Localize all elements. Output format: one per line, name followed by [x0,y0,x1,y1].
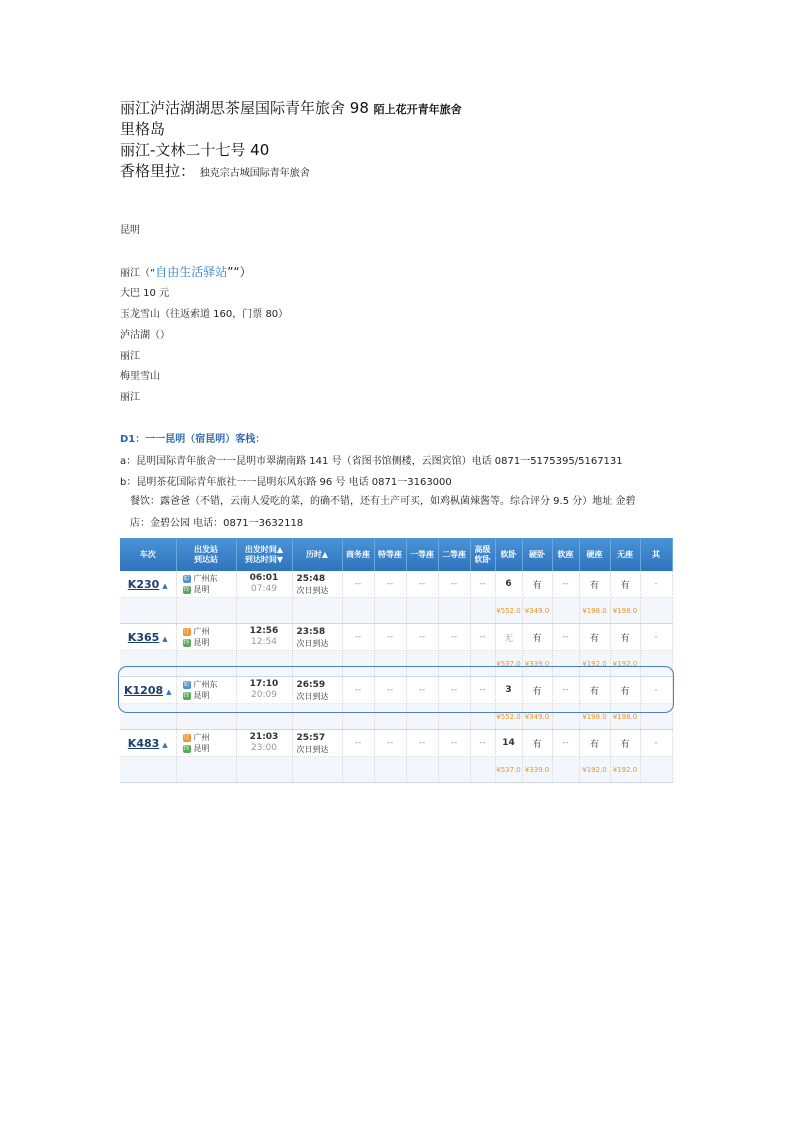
seat-price: ¥192.0 [579,757,610,783]
seat-availability: - [640,677,672,704]
seat-availability: 6 [495,571,522,598]
seat-price [374,757,406,783]
seat-availability: 有 [610,571,640,598]
table-row[interactable] [120,730,672,757]
arrival-station-icon: 终 [183,744,190,752]
seat-availability: 14 [495,730,522,757]
seat-availability: -- [470,571,495,598]
seat-price: ¥537.0 [495,757,522,783]
heading-line-3-main: 丽江-文林二十七号 40 [120,141,270,159]
seat-availability: -- [342,730,374,757]
seat-availability: -- [470,624,495,651]
seat-availability: -- [342,624,374,651]
seat-availability: -- [552,624,579,651]
seat-availability: -- [438,571,470,598]
column-header[interactable]: 出发时间▲ 到达时间▼ [236,538,292,571]
seat-price: ¥198.0 [579,704,610,730]
seat-availability: -- [374,677,406,704]
arrival-time: 23:00 [251,743,277,753]
heading-line-3 [120,140,269,160]
station-name: 广州东 [193,680,218,689]
arrival-note: 次日到达 [296,691,329,701]
price-row [120,757,672,783]
seat-availability: - [640,571,672,598]
list-item: 泸沽湖（） [120,330,170,341]
seat-price [406,757,438,783]
station-name: 广州 [193,733,210,742]
seat-availability: -- [406,571,438,598]
empty-cell [176,757,236,783]
arrival-note: 次日到达 [296,638,329,648]
seat-price [470,598,495,624]
seat-availability: 有 [579,677,610,704]
seat-price [640,757,672,783]
arrival-time: 07:49 [251,584,277,594]
seat-availability: 有 [522,571,552,598]
dining-line: 餐饮：露爸爸（不错，云南人爱吃的菜，的确不错，还有土产可买，如鸡枞菌辣酱等。综合评分 9.5 分）地址 金碧 [120,496,636,507]
arrival-note: 次日到达 [296,585,329,595]
hostel-b: b：昆明茶花国际青年旅社一一昆明东风东路 96 号 电话 0871一3163000 [120,477,452,488]
seat-availability: -- [438,624,470,651]
duration-cell [292,571,342,598]
column-header: 二等座 [438,538,470,571]
seat-price: ¥537.0 [495,651,522,677]
list-item: 大巴 10 元 [120,288,170,299]
train-number[interactable]: K230 [127,577,160,591]
expand-arrow-icon[interactable]: ▲ [162,581,168,590]
times-cell [236,730,292,757]
seat-price: ¥349.0 [522,598,552,624]
seat-availability: -- [406,624,438,651]
column-header: 特等座 [374,538,406,571]
column-header: 出发站 到达站 [176,538,236,571]
arrival-time: 12:54 [251,637,277,647]
times-cell [236,571,292,598]
seat-price: ¥192.0 [610,757,640,783]
seat-availability: 有 [579,624,610,651]
hostel-a: a：昆明国际青年旅舍一一昆明市翠湖南路 141 号（省图书馆侧楼，云图宾馆）电话 0871一5175395/5167131 [120,456,623,467]
train-number[interactable]: K1208 [123,683,164,697]
seat-price [406,598,438,624]
seat-price [552,598,579,624]
train-number-cell[interactable] [120,730,176,757]
seat-availability: -- [470,730,495,757]
station-name: 广州东 [193,574,218,583]
column-header: 车次 [120,538,176,571]
seat-availability: -- [552,677,579,704]
expand-arrow-icon[interactable]: ▲ [166,687,172,696]
seat-price: ¥339.0 [522,651,552,677]
dining-address: 店：金碧公园 电话：0871一3632118 [120,518,304,529]
seat-price [342,598,374,624]
seat-price: ¥552.0 [495,704,522,730]
lijiang-suffix: ”“） [227,265,252,279]
seat-availability: -- [406,677,438,704]
list-item: 丽江 [120,351,140,362]
duration: 25:48 [296,573,326,584]
empty-cell [236,598,292,624]
expand-arrow-icon[interactable]: ▲ [162,740,168,749]
seat-availability: -- [374,624,406,651]
lijiang-line [120,265,252,281]
heading-line-4-main: 香格里拉： [120,162,196,180]
list-item: 玉龙雪山（往返索道 160，门票 80） [120,309,289,320]
empty-cell [120,598,176,624]
seat-availability: -- [438,677,470,704]
seat-price: ¥349.0 [522,704,552,730]
seat-price [470,757,495,783]
seat-availability: -- [406,730,438,757]
seat-price: ¥192.0 [610,651,640,677]
station-name: 昆明 [193,638,210,647]
column-header[interactable]: 历时▲ [292,538,342,571]
column-header: 商务座 [342,538,374,571]
train-number-cell[interactable] [120,571,176,598]
highlight-box [118,666,674,713]
departure-station-icon: 始 [183,680,190,688]
departure-time: 21:03 [249,732,279,742]
seat-availability: -- [374,571,406,598]
seat-availability: -- [342,677,374,704]
column-header: 硬座 [579,538,610,571]
arrival-time: 20:09 [251,690,277,700]
seat-price: ¥552.0 [495,598,522,624]
times-cell [236,624,292,651]
column-header: 硬卧 [522,538,552,571]
seat-price: ¥198.0 [579,598,610,624]
heading-line-1-main: 丽江泸沽湖湖思茶屋国际青年旅舍 98 [120,99,369,117]
empty-cell [292,757,342,783]
heading-line-4-extra: 独克宗古城国际青年旅舍 [199,168,310,179]
empty-cell [292,598,342,624]
lijiang-prefix: 丽江（“ [120,268,156,279]
train-table [120,538,672,778]
price-row [120,598,672,624]
heading-line-1 [120,98,462,120]
column-header: 一等座 [406,538,438,571]
column-header: 其 [640,538,672,571]
seat-price: ¥192.0 [579,651,610,677]
city-kunming: 昆明 [120,225,140,236]
departure-station-icon: 过 [183,627,190,635]
stations-cell [176,730,236,757]
departure-time: 17:10 [249,679,279,689]
departure-time: 06:01 [249,573,279,583]
arrival-note: 次日到达 [296,744,329,754]
seat-availability: -- [552,730,579,757]
seat-price [342,757,374,783]
hostel-link[interactable]: 自由生活驿站 [155,265,228,279]
seat-availability: 有 [522,624,552,651]
station-name: 昆明 [193,585,210,594]
seat-availability: 无 [495,624,522,651]
arrival-station-icon: 终 [183,638,190,646]
duration-cell [292,730,342,757]
station-name: 广州 [193,627,210,636]
seat-availability: - [640,624,672,651]
empty-cell [120,757,176,783]
list-item: 丽江 [120,392,140,403]
seat-price: ¥198.0 [610,598,640,624]
seat-price [438,598,470,624]
seat-availability: 有 [610,730,640,757]
seat-price: ¥339.0 [522,757,552,783]
stations-cell [176,571,236,598]
station-name: 昆明 [193,744,210,753]
empty-cell [236,757,292,783]
table-row[interactable] [120,571,672,598]
duration: 25:57 [296,732,326,743]
train-number-cell[interactable] [120,624,176,651]
departure-station-icon: 过 [183,733,190,741]
station-name: 昆明 [193,691,210,700]
seat-price [640,598,672,624]
seat-availability: - [640,730,672,757]
column-header: 无座 [610,538,640,571]
seat-availability: 有 [522,677,552,704]
seat-availability: -- [552,571,579,598]
expand-arrow-icon[interactable]: ▲ [162,634,168,643]
d1-title: D1：一一昆明（宿昆明）客栈： [120,434,266,445]
duration: 23:58 [296,626,326,637]
column-header: 高级 软卧 [470,538,495,571]
heading-line-2-main: 里格岛 [120,120,166,138]
seat-price [552,757,579,783]
seat-availability: 有 [610,677,640,704]
seat-availability: -- [342,571,374,598]
seat-availability: 有 [579,571,610,598]
seat-availability: 有 [610,624,640,651]
arrival-station-icon: 终 [183,585,190,593]
table-row[interactable] [120,624,672,651]
seat-availability: -- [374,730,406,757]
seat-availability: 有 [579,730,610,757]
table-header [120,538,672,571]
column-header: 软卧 [495,538,522,571]
empty-cell [176,598,236,624]
heading-line-1-extra: 陌上花开青年旅舍 [373,103,462,116]
heading-line-2 [120,119,165,139]
duration: 26:59 [296,679,326,690]
seat-price [374,598,406,624]
seat-availability: 3 [495,677,522,704]
train-number[interactable]: K365 [127,630,160,644]
seat-price: ¥198.0 [610,704,640,730]
train-number[interactable]: K483 [127,736,160,750]
departure-time: 12:56 [249,626,279,636]
arrival-station-icon: 终 [183,691,190,699]
seat-price [438,757,470,783]
seat-availability: 有 [522,730,552,757]
list-item: 梅里雪山 [120,371,160,382]
seat-availability: -- [470,677,495,704]
duration-cell [292,624,342,651]
departure-station-icon: 始 [183,574,190,582]
seat-availability: -- [438,730,470,757]
stations-cell [176,624,236,651]
heading-line-4 [120,161,310,184]
column-header: 软座 [552,538,579,571]
